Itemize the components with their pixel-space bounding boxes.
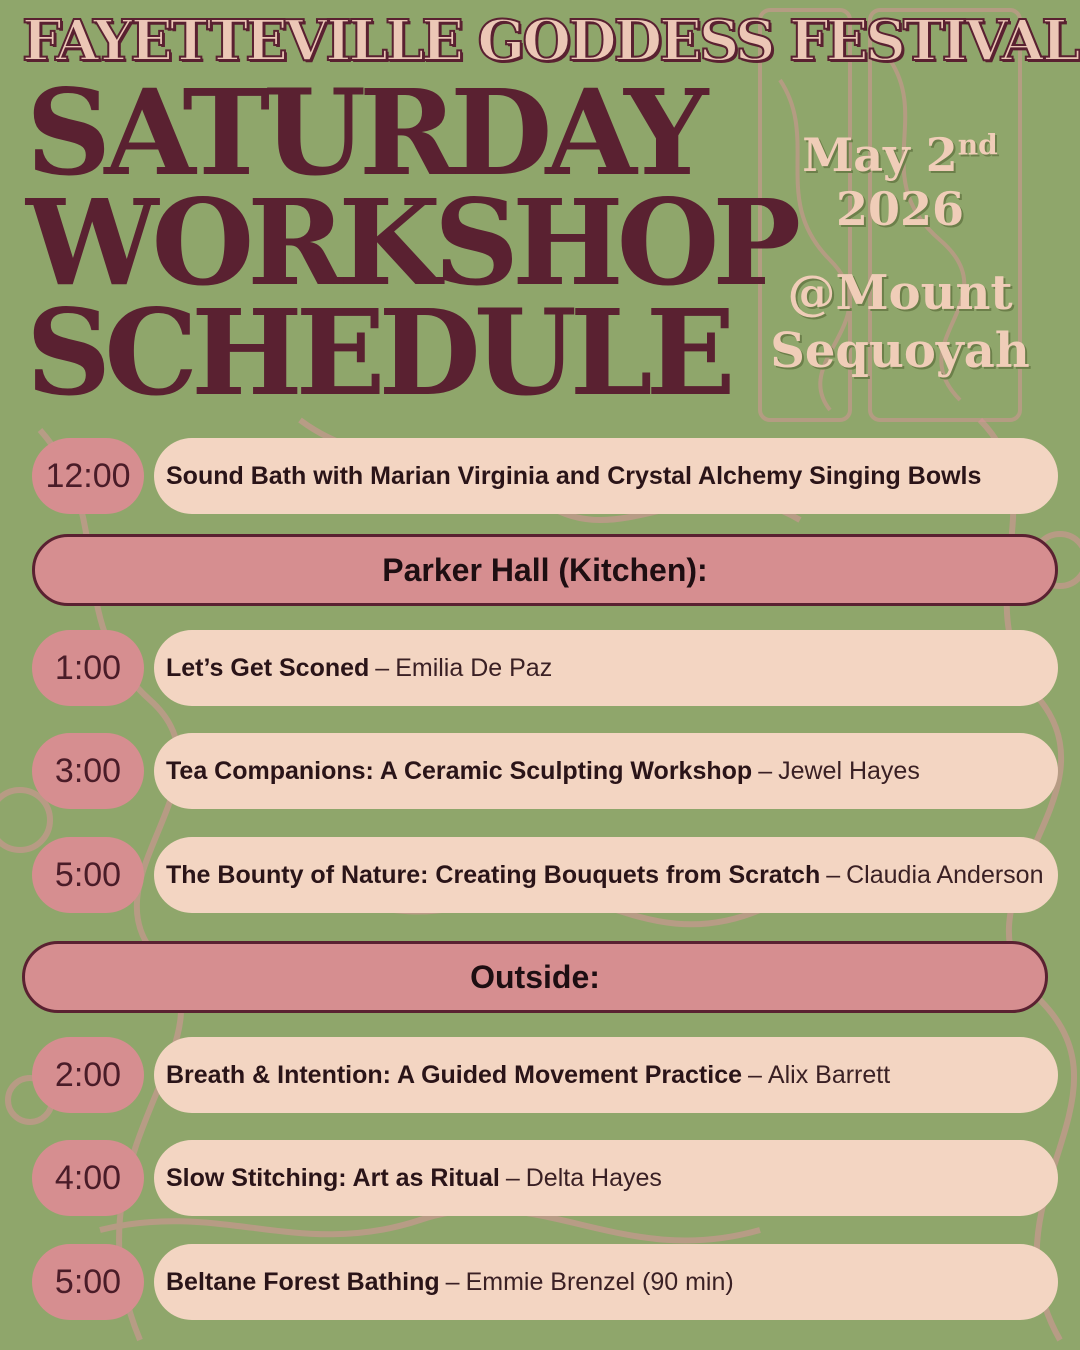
time-badge: 3:00: [32, 733, 144, 809]
venue: [770, 264, 1030, 380]
time-badge: 12:00: [32, 438, 144, 514]
event-host: Jewel Hayes: [778, 756, 920, 785]
event-title: Tea Companions: A Ceramic Sculpting Workshop: [166, 756, 753, 785]
venue-line: @Mount: [787, 265, 1013, 321]
event-row: [154, 438, 1058, 514]
event-date: [770, 128, 1030, 236]
date-suffix: nd: [957, 128, 998, 162]
event-host: Claudia Anderson: [846, 860, 1044, 889]
event-host: Emilia De Paz: [395, 653, 553, 682]
event-title: Breath & Intention: A Guided Movement Practice: [166, 1060, 743, 1089]
time-badge: 1:00: [32, 630, 144, 706]
event-separator: –: [375, 653, 390, 682]
event-host: Emmie Brenzel (90 min): [465, 1267, 734, 1296]
event-row: [154, 733, 1058, 809]
event-separator: –: [748, 1060, 762, 1089]
main-title: [26, 63, 795, 422]
event-title: Let’s Get Sconed: [166, 653, 370, 682]
event-title: The Bounty of Nature: Creating Bouquets from Scratch: [166, 860, 821, 889]
event-row: [154, 837, 1058, 913]
time-badge: 5:00: [32, 1244, 144, 1320]
event-row: [154, 1037, 1058, 1113]
main-title-line: WORKSHOP: [26, 173, 795, 312]
event-row: [154, 1244, 1058, 1320]
time-badge: 4:00: [32, 1140, 144, 1216]
event-title: Slow Stitching: Art as Ritual: [166, 1163, 500, 1192]
time-badge: 5:00: [32, 837, 144, 913]
venue-line: Sequoyah: [770, 323, 1030, 379]
festival-title: FAYETTEVILLE GODDESS FESTIVAL: [22, 8, 1078, 74]
time-badge: 2:00: [32, 1037, 144, 1113]
event-host: Alix Barrett: [767, 1060, 891, 1089]
event-row: [154, 1140, 1058, 1216]
main-title-line: SATURDAY: [26, 63, 702, 202]
date-year: 2026: [835, 182, 965, 236]
event-row: [154, 630, 1058, 706]
event-title: Beltane Forest Bathing: [166, 1267, 440, 1296]
main-title-line: SCHEDULE: [26, 283, 729, 422]
event-separator: –: [758, 756, 773, 785]
date-month-day: May 2: [802, 128, 958, 182]
event-title: Sound Bath with Marian Virginia and Crystal Alchemy Singing Bowls: [166, 461, 982, 490]
event-separator: –: [505, 1163, 520, 1192]
section-header-parker-hall: Parker Hall (Kitchen):: [32, 534, 1058, 606]
section-header-outside: Outside:: [22, 941, 1048, 1013]
event-separator: –: [826, 860, 841, 889]
event-separator: –: [445, 1267, 460, 1296]
event-host: Delta Hayes: [525, 1163, 662, 1192]
